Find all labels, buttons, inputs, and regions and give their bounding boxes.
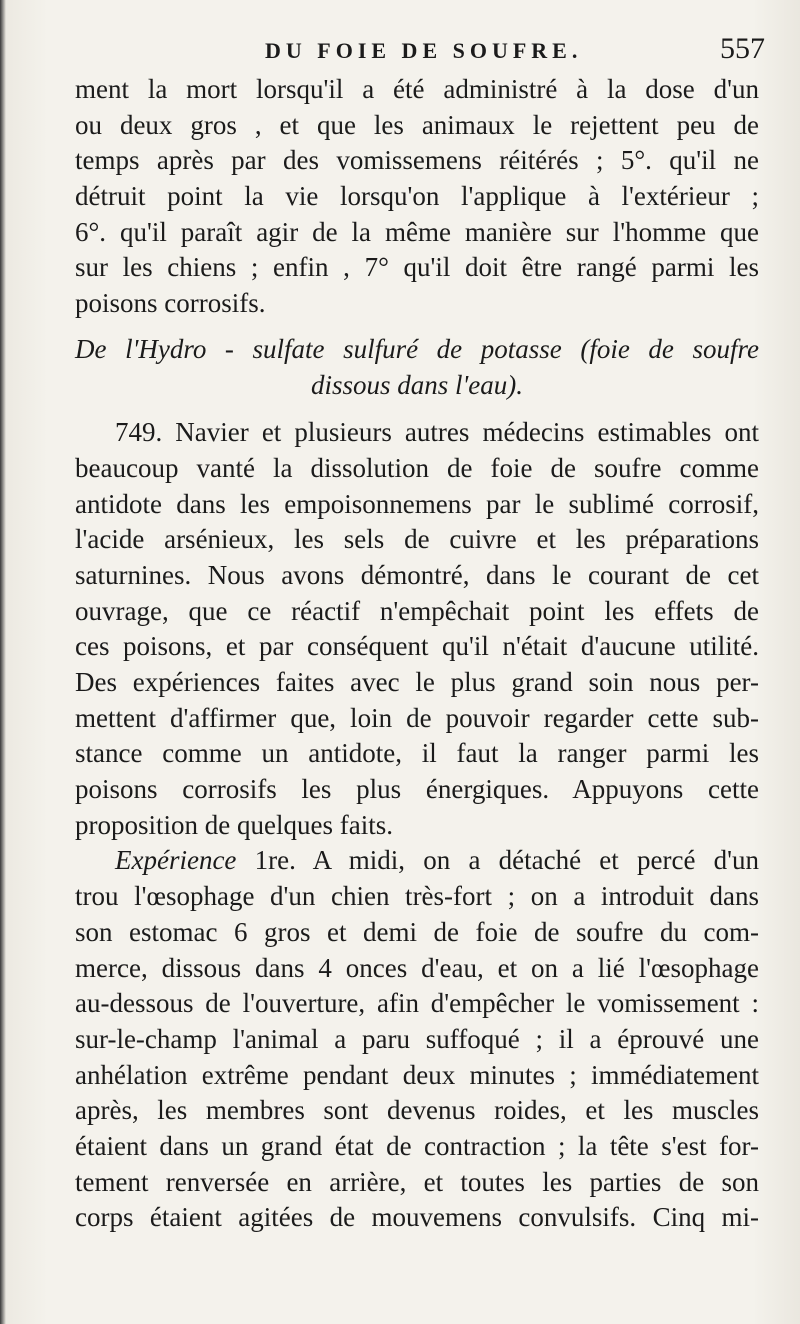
text-line: antidote dans les empoisonnemens par le sublimé corrosif, bbox=[75, 488, 759, 519]
text-line: temps après par des vomissemens réitérés ; 5°. qu'il ne bbox=[75, 145, 759, 176]
text-line: beaucoup vanté la dissolution de foie de soufre comme bbox=[75, 452, 759, 483]
text-line: corps étaient agitées de mouvemens convulsifs. Cinq mi- bbox=[75, 1202, 759, 1233]
section-heading bbox=[75, 332, 759, 403]
text-line: ces poisons, et par conséquent qu'il n'était d'aucune utilité. bbox=[75, 631, 759, 662]
body-text bbox=[75, 72, 759, 1236]
text-line: sur les chiens ; enfin , 7° qu'il doit être rangé parmi les bbox=[75, 252, 759, 283]
page-header bbox=[75, 32, 765, 72]
text-line: mettent d'affirmer que, loin de pouvoir regarder cette sub- bbox=[75, 702, 759, 733]
text-line: 6°. qu'il paraît agir de la même manière sur l'homme que bbox=[75, 216, 759, 247]
page-number: 557 bbox=[720, 32, 765, 65]
page-binding-shadow bbox=[0, 0, 6, 1324]
running-head: DU FOIE DE SOUFRE. bbox=[265, 38, 583, 63]
text-line: poisons corrosifs. bbox=[75, 288, 266, 319]
text-line: tement renversée en arrière, et toutes les parties de son bbox=[75, 1166, 759, 1197]
text-line: saturnines. Nous avons démontré, dans le courant de cet bbox=[75, 559, 759, 590]
text-line: étaient dans un grand état de contraction ; la tête s'est for- bbox=[75, 1130, 759, 1161]
section-heading-line: De l'Hydro - sulfate sulfuré de potasse (foie de soufre bbox=[75, 333, 759, 364]
text-line: stance comme un antidote, il faut la ranger parmi les bbox=[75, 738, 759, 769]
text-line: après, les membres sont devenus roides, et les muscles bbox=[75, 1095, 759, 1126]
experience-lead-line bbox=[75, 843, 759, 879]
text-line: merce, dissous dans 4 onces d'eau, et on a lié l'œsophage bbox=[75, 952, 759, 983]
text-line: ouvrage, que ce réactif n'empêchait point les effets de bbox=[75, 595, 759, 626]
text-line: ment la mort lorsqu'il a été administré à la dose d'un bbox=[75, 74, 759, 104]
paragraph-749 bbox=[75, 415, 759, 843]
text-line: détruit point la vie lorsqu'on l'applique à l'extérieur ; bbox=[75, 181, 759, 212]
paragraph-experience-1 bbox=[75, 843, 759, 1236]
text-line: 749. Navier et plusieurs autres médecins estimables ont bbox=[115, 417, 759, 448]
text-line: proposition de quelques faits. bbox=[75, 809, 393, 840]
text-line: anhélation extrême pendant deux minutes ; immédiatement bbox=[75, 1059, 759, 1090]
text-line: Des expériences faites avec le plus grand soin nous per- bbox=[75, 667, 759, 697]
section-heading-line: dissous dans l'eau). bbox=[310, 369, 524, 400]
text-line: son estomac 6 gros et demi de foie de soufre du com- bbox=[75, 916, 759, 947]
text-line: ou deux gros , et que les animaux le rejettent peu de bbox=[75, 109, 759, 140]
text-line: trou l'œsophage d'un chien très-fort ; on a introduit dans bbox=[75, 881, 759, 912]
text-line: sur-le-champ l'animal a paru suffoqué ; il a éprouvé une bbox=[75, 1023, 759, 1054]
text-line: l'acide arsénieux, les sels de cuivre et les préparations bbox=[75, 524, 759, 555]
experience-lead-text: 1re. A midi, on a détaché et percé d'un bbox=[236, 845, 759, 876]
text-line: au-dessous de l'ouverture, afin d'empêcher le vomissement : bbox=[75, 988, 759, 1019]
experience-label: Expérience bbox=[115, 845, 237, 876]
paragraph-conclusion bbox=[75, 72, 759, 322]
text-line: poisons corrosifs les plus énergiques. Appuyons cette bbox=[75, 774, 759, 805]
